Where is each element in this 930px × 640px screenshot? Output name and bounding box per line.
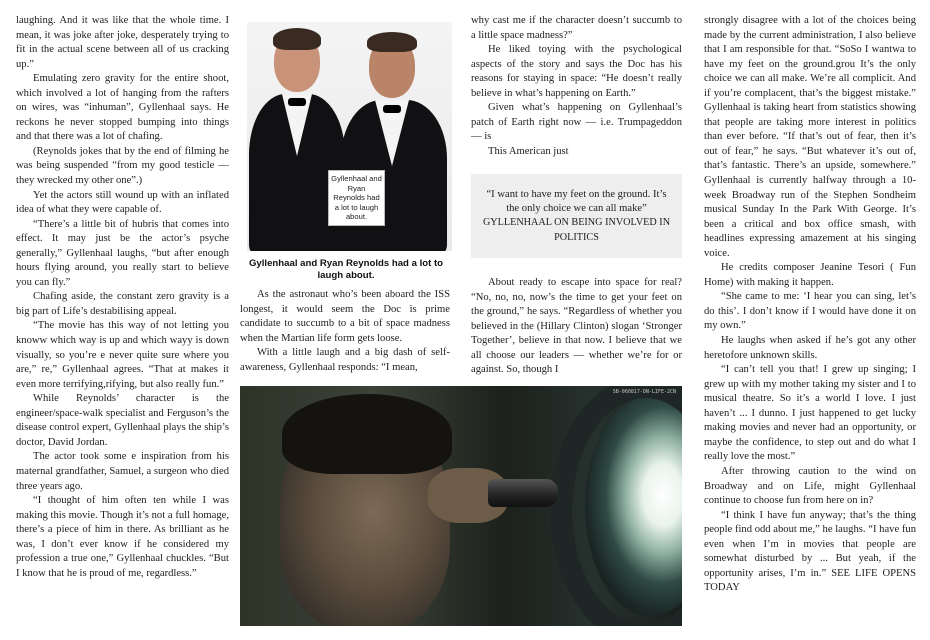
paragraph: “There’s a little bit of hubris that comes into effect. It may just be the actor’s psyche generally,” Gyllenhaal laughs, “but after enough hours flying around, you really start to believe you can fly.” <box>16 218 229 288</box>
pull-quote <box>471 174 682 258</box>
paragraph: “She came to me: ‘I hear you can sing, let’s do this’. I don’t know if I would have done it on my own.” <box>704 291 916 332</box>
paragraph: After throwing caution to the wind on Broadway and on Life, might Gyllenhaal continue to choose fun from here on in? <box>704 465 916 507</box>
pull-quote-text: “I want to have my feet on the ground. It’s the only choice we can all make” <box>486 189 667 215</box>
paragraph: “I thought of him often ten while I was making this movie. Though it’s not a full homage, there’s a piece of him in there. As brilliant as he was, I don’t ever know if he considered my profession a true one,” Gyllenhaal chuckles. “But I know that he is proud of me, regardless.” <box>16 495 229 579</box>
paragraph: He credits composer Jeanine Tesori ( Fun Home) with making it happen. <box>704 262 916 288</box>
paragraph: He liked toying with the psychological aspects of the story and says the Doc has his reasons for staying in space: “He doesn’t really believe in what’s happening on Earth.” <box>471 44 682 99</box>
paragraph: strongly disagree with a lot of the choices being made by the current administration, I also believe that I am responsible for that. “SoSo I wantwa to have my feet on the ground.grou It’s the only choice we can all make. We’re all complicit. And if you’re complacent, that’s the biggest mistake.” Gyllenhaal is taking heart from statistics showing that people are taking more interest in politics than ever before. “If that’s out of fear, then it’s out of fear,” he says. “But whatever it’s out of, that’s fantastic. There’s an upside, somewhere.” Gyllenhaal is currently halfway through a 10-week Broadway run of the Stephen Sondheim musical Sunday In the Park With George. It’s been a critical and box office smash, with headlines expressing amazement at his singing voice. <box>704 15 916 259</box>
article-column-2 <box>240 288 450 375</box>
paragraph: (Reynolds jokes that by the end of filming he was being suspended “from my good testicle — they wrecked my other one”.) <box>16 145 229 187</box>
paragraph: With a little laugh and a big dash of self-awareness, Gyllenhaal responds: “I mean, <box>240 347 450 373</box>
photo-watermark: SB-060817-DN-LIFE-2CN <box>612 389 676 395</box>
photo-caption: Gyllenhaal and Ryan Reynolds had a lot to laugh about. <box>248 258 444 281</box>
article-column-1 <box>16 14 229 581</box>
paragraph: About ready to escape into space for real? “No, no, no, now’s the time to get your feet on the ground,” he says. “Regardless of whether you believed in the (Hillary Clinton) slogan ‘Stronger Together’, believe in that now. I believe that we all choose our leaders — whether we’re for or against. So, though I <box>471 277 682 376</box>
porthole-frame <box>550 386 682 626</box>
actor-hair <box>282 394 452 474</box>
paragraph: This American just <box>488 145 569 157</box>
paragraph: The actor took some e inspiration from his maternal grandfather, Samuel, a surgeon who died three years ago. <box>16 451 229 492</box>
paragraph: “I can’t tell you that! I grew up singing; I grew up with my mother taking my sister and I to musical theatre. So it’s a world I love. I just haven’t ... I dunno. I just happened to get lucky making movies and never had an opportunity, or maybe the confidence, to step out and do what I really love the most.” <box>704 364 916 463</box>
film-still-photo <box>240 386 682 626</box>
article-column-3 <box>471 14 682 159</box>
photo-inset-caption: Gyllenhaal and Ryan Reynolds had a lot to laugh about. <box>328 170 385 226</box>
paragraph: While Reynolds’ character is the engineer/space-walk specialist and Ferguson’s the disease control expert, Gyllenhaal plays the ship’s doctor, David Jordan. <box>16 393 229 448</box>
paragraph: Chafing aside, the constant zero gravity is a big part of Life’s destabilising appeal. <box>16 291 229 317</box>
article-column-4 <box>704 14 916 596</box>
flashlight-icon <box>488 479 558 507</box>
paragraph: “I think I have fun anyway; that’s the thing people find odd about me,” he laughs. “I have fun even when I’m in movies that people are somewhat disturbed by ... But yeah, if the opportunity arises, I’m in.” SEE LIFE OPENS TODAY <box>704 509 916 594</box>
paragraph: He laughs when asked if he’s got any other heretofore unknown skills. <box>704 335 916 361</box>
paragraph: Yet the actors still wound up with an inflated idea of what they were capable of. <box>16 189 229 216</box>
paragraph: Given what’s happening on Gyllenhaal’s patch of Earth right now — i.e. Trumpageddon — is <box>471 102 682 143</box>
paragraph: As the astronaut who’s been aboard the ISS longest, it would seem the Doc is prime candidate to succumb to a bit of space madness when the Martian life form gets loose. <box>240 289 450 344</box>
paragraph: laughing. And it was like that the whole time. I mean, it was joke after joke, desperately trying to fit in the actual scene between all of us cracking up.” <box>16 15 229 70</box>
pull-quote-attribution: GYLLENHAAL ON BEING INVOLVED IN POLITICS <box>482 217 671 243</box>
article-column-3-continued <box>471 276 682 378</box>
paragraph: Emulating zero gravity for the entire shoot, which involved a lot of hanging from the rafters on wires, was “inhuman”, Gyllenhaal says. He reckons he never stopped bumping into things and that there was a lot of chafing. <box>16 73 229 143</box>
paragraph: “The movie has this way of not letting you knoww which way is up and which wayy is down visually, so you’re e never quite sure where you are,” re,” Gyllenhaal agrees. “That at makes it even more terrifying,rifying, but also really fun.” <box>16 320 229 390</box>
paragraph: why cast me if the character doesn’t succumb to a little space madness?” <box>471 15 682 41</box>
